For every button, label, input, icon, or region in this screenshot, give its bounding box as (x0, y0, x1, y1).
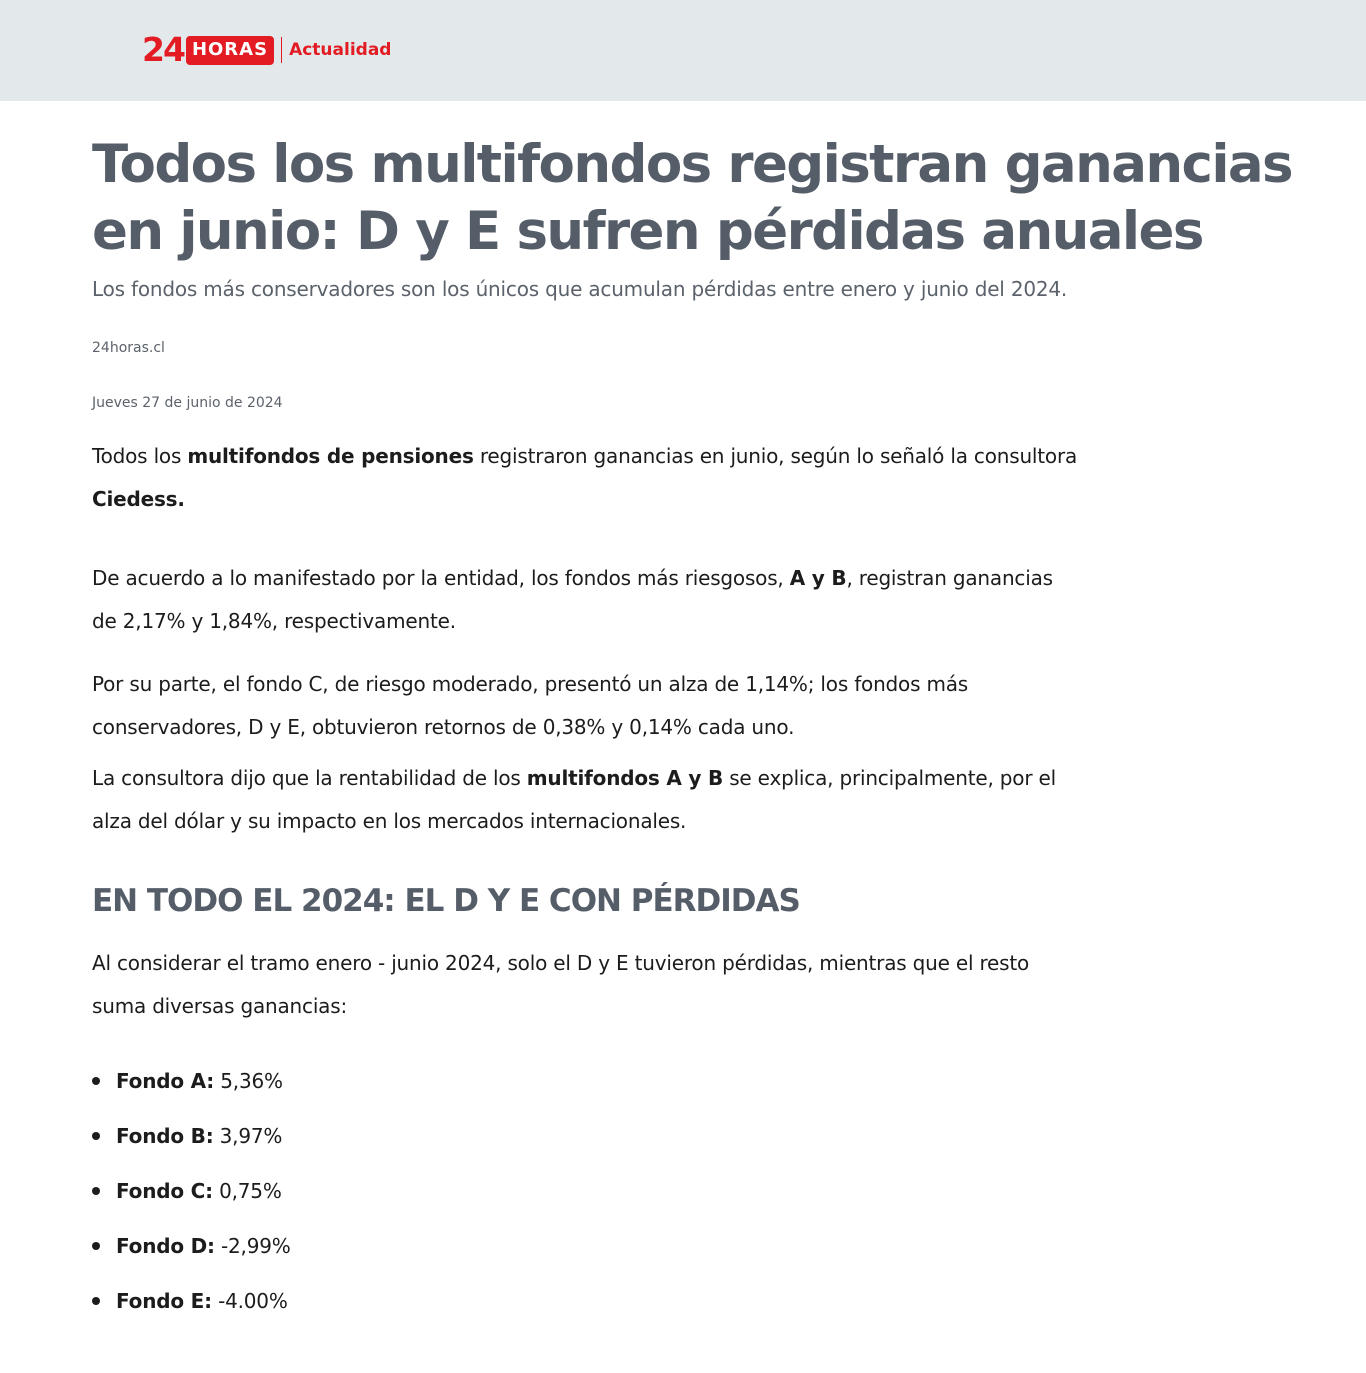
article-subtitle: Los fondos más conservadores son los únicos que acumulan pérdidas entre enero y junio del 2024. (92, 277, 1068, 301)
p2-text-a: De acuerdo a lo manifestado por la entidad, los fondos más riesgosos, (92, 566, 790, 590)
fund-label: Fondo C: (116, 1179, 213, 1203)
fund-value: -2,99% (214, 1234, 291, 1258)
fund-label: Fondo A: (116, 1069, 215, 1093)
paragraph-5: Al considerar el tramo enero - junio 2024, solo el D y E tuvieron pérdidas, mientras que el resto suma diversas ganancias: (92, 951, 1030, 1018)
article-date: Jueves 27 de junio de 2024 (92, 395, 283, 411)
bullet-icon (92, 1132, 100, 1140)
paragraph-2 (92, 557, 1082, 643)
article-body (92, 435, 1082, 1317)
list-item (116, 1065, 1082, 1097)
article (92, 101, 1342, 1340)
fund-value: 5,36% (214, 1069, 283, 1093)
funds-list (92, 1065, 1082, 1317)
fund-value: 3,97% (213, 1124, 283, 1148)
p1-bold-ciedess: Ciedess. (92, 487, 185, 511)
section-link[interactable]: Actualidad (289, 40, 392, 60)
p1-text-c: registraron ganancias en junio, según lo señaló la consultora (473, 444, 1078, 468)
fund-label: Fondo B: (116, 1124, 214, 1148)
list-item (116, 1120, 1082, 1152)
p4-bold-multifondos: multifondos A y B (526, 766, 724, 790)
bullet-icon (92, 1297, 100, 1305)
p1-bold-pensiones: multifondos de pensiones (187, 444, 474, 468)
section-heading: EN TODO EL 2024: EL D Y E CON PÉRDIDAS (92, 883, 800, 919)
logo-number: 24 (142, 30, 184, 69)
bullet-icon (92, 1242, 100, 1250)
article-title: Todos los multifondos registran ganancias en junio: D y E sufren pérdidas anuales (92, 134, 1293, 262)
paragraph-1 (92, 435, 1082, 521)
site-header (0, 0, 1366, 101)
paragraph-3: Por su parte, el fondo C, de riesgo moderado, presentó un alza de 1,14%; los fondos más conservadores, D y E, obtuvieron retornos de 0,38% y 0,14% cada uno. (92, 672, 969, 739)
article-source: 24horas.cl (92, 340, 165, 356)
p4-text-a: La consultora dijo que la rentabilidad de los (92, 766, 527, 790)
p1-text-a: Todos los (92, 444, 188, 468)
p2-text-c: , registran ganancias de 2,17% y 1,84%, respectivamente. (92, 566, 1053, 633)
logo-divider (281, 37, 282, 63)
fund-label: Fondo E: (116, 1289, 212, 1313)
list-item (116, 1175, 1082, 1207)
logo-word: HORAS (186, 36, 274, 65)
fund-value: -4.00% (211, 1289, 288, 1313)
bullet-icon (92, 1077, 100, 1085)
p4-text-c: se explica, principalmente, por el alza del dólar y su impacto en los mercados internacionales. (92, 766, 1056, 833)
fund-label: Fondo D: (116, 1234, 215, 1258)
paragraph-4 (92, 757, 1082, 843)
bullet-icon (92, 1187, 100, 1195)
site-logo[interactable] (142, 32, 391, 68)
list-item (116, 1230, 1082, 1262)
p2-bold-ayb: A y B (789, 566, 847, 590)
list-item (116, 1285, 1082, 1317)
fund-value: 0,75% (212, 1179, 282, 1203)
